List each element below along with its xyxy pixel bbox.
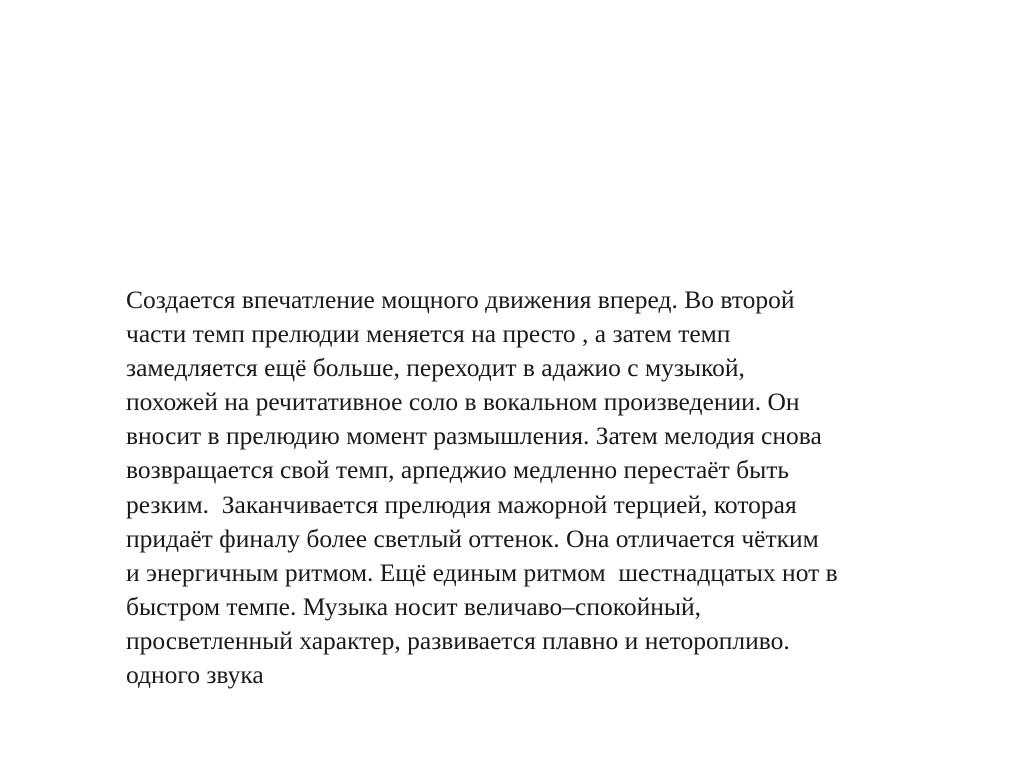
text-line: просветленный характер, развивается плавно и неторопливо. [126,625,790,655]
text-line: вносит в прелюдию момент размышления. Затем мелодия снова [126,421,822,451]
text-line: и энергичным ритмом. Ещё единым ритмом шестнадцатых нот в [126,557,838,587]
text-line: придаёт финалу более светлый оттенок. Она отличается чётким [126,523,819,553]
text-line: резким. Заканчивается прелюдия мажорной терцией, которая [126,489,797,519]
text-line: части темп прелюдии меняется на престо , а затем темп [126,319,731,349]
text-line: замедляется ещё больше, переходит в адажио с музыкой, [126,353,745,383]
text-line: быстром темпе. Музыка носит величаво–спокойный, [126,591,702,621]
text-line: похожей на речитативное соло в вокальном произведении. Он [126,387,800,417]
body-text [126,283,946,692]
text-line: возвращается свой темп, арпеджио медленно перестаёт быть [126,455,789,485]
text-line: одного звука [126,660,264,690]
text-line: Создается впечатление мощного движения вперед. Во второй [126,285,795,314]
